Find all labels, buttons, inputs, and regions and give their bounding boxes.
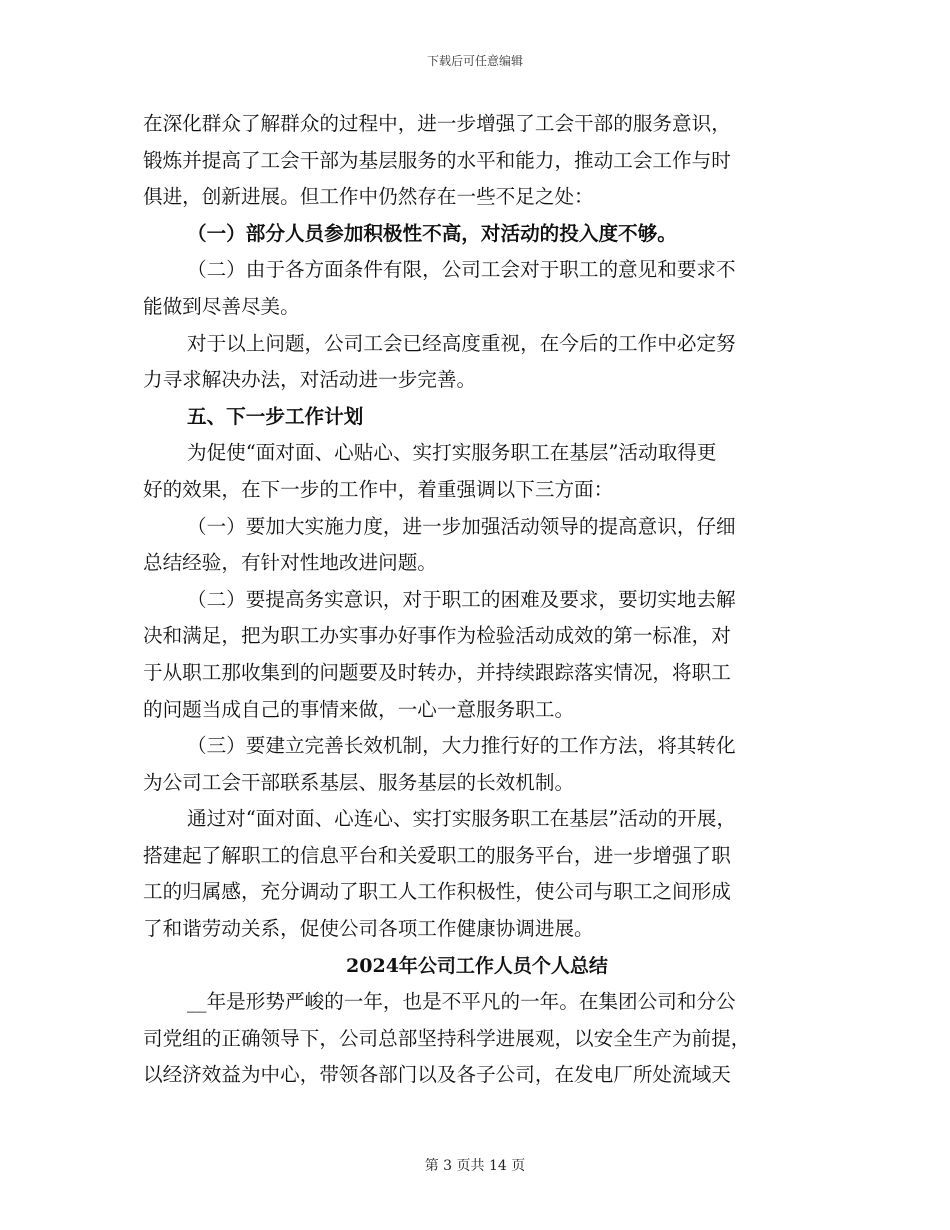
document-title: 2024年公司工作人员个人总结 [346,954,608,977]
paragraph-line: （三）要建立完善长效机制，大力推行好的工作方法，将其转化 [187,734,736,758]
page-number: 第 3 页共 14 页 [424,1158,526,1174]
paragraph-line: 在深化群众了解群众的过程中，进一步增强了工会干部的服务意识， [143,112,731,135]
page-header-note: 下载后可任意编辑 [426,54,523,68]
paragraph-line: 为公司工会干部联系基层、服务基层的长效机制。 [143,770,575,794]
paragraph-line: 以经济效益为中心，带领各部门以及各子公司，在发电厂所处流域天 [143,1063,731,1087]
paragraph-line: 为促使“面对面、心贴心、实打实服务职工在基层”活动取得更 [187,441,717,465]
paragraph-line: 了和谐劳动关系，促使公司各项工作健康协调进展。 [143,917,594,941]
document-body [143,106,811,1094]
paragraph-line: 能做到尽善尽美。 [143,294,300,318]
paragraph-line: 力寻求解决办法，对活动进一步完善。 [143,368,477,392]
paragraph-line: 锻炼并提高了工会干部为基层服务的水平和能力，推动工会工作与时 [143,148,731,172]
paragraph-line: 总结经验，有针对性地改进问题。 [143,551,437,575]
paragraph-line: 对于以上问题，公司工会已经高度重视，在今后的工作中必定努 [187,331,736,355]
paragraph-line: 俱进，创新进展。但工作中仍然存在一些不足之处： [143,185,594,209]
paragraph-line: 工的归属感，充分调动了职工人工作积极性，使公司与职工之间形成 [143,880,731,904]
paragraph-line: 司党组的正确领导下，公司总部坚持科学进展观，以安全生产为前提， [143,1026,751,1050]
paragraph-line: （一）要加大实施力度，进一步加强活动领导的提高意识，仔细 [187,514,736,538]
paragraph-line: 的问题当成自己的事情来做，一心一意服务职工。 [143,697,575,721]
paragraph-line: 好的效果，在下一步的工作中，着重强调以下三方面： [143,477,614,501]
paragraph-line: 通过对“面对面、心连心、实打实服务职工在基层”活动的开展， [187,807,737,831]
section-heading: 五、下一步工作计划 [187,404,364,428]
bold-item-line: （一）部分人员参加积极性不高，对活动的投入度不够。 [187,221,677,245]
paragraph-line: 于从职工那收集到的问题要及时转办，并持续跟踪落实情况，将职工 [143,660,731,684]
paragraph-line: （二）由于各方面条件有限，公司工会对于职工的意见和要求不 [187,258,736,282]
paragraph-line: 决和满足，把为职工办实事办好事作为检验活动成效的第一标准，对 [143,624,731,648]
paragraph-line: __年是形势严峻的一年，也是不平凡的一年。在集团公司和分公 [187,990,736,1014]
paragraph-line: 搭建起了解职工的信息平台和关爱职工的服务平台，进一步增强了职 [143,843,731,867]
paragraph-line: （二）要提高务实意识，对于职工的困难及要求，要切实地去解 [187,587,736,611]
